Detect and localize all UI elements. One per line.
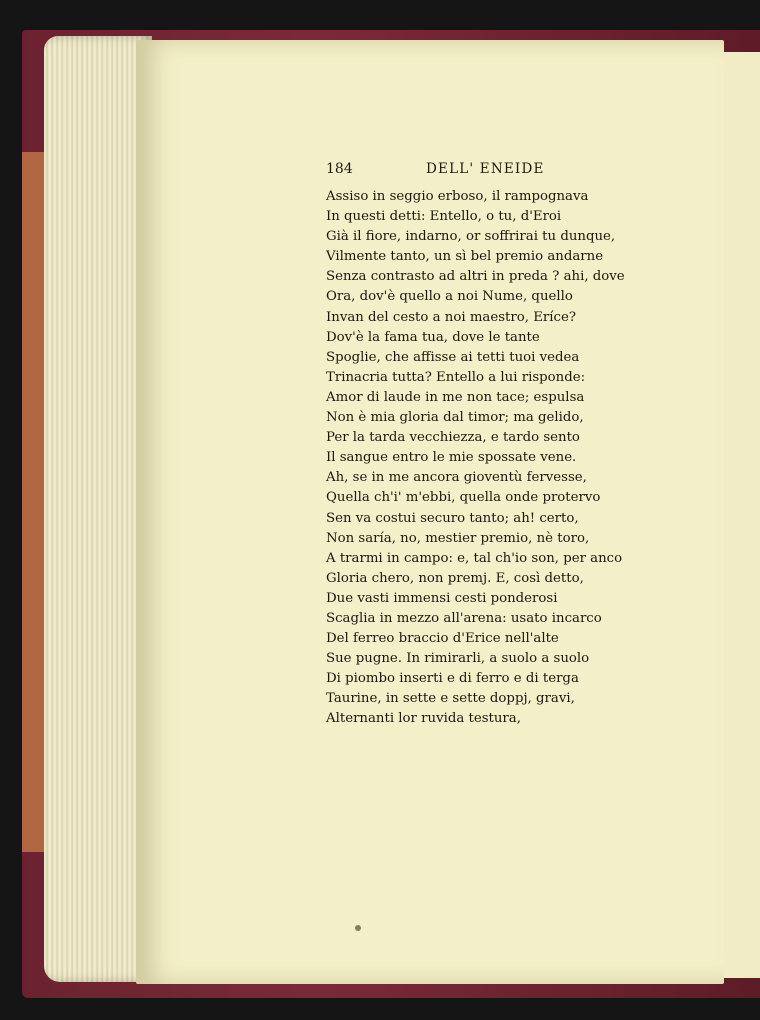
- paper-spot: [355, 925, 361, 931]
- verse-line: Il sangue entro le mie spossate vene.: [326, 450, 577, 466]
- verse-line: Sue pugne. In rimirarli, a suolo a suolo: [326, 651, 590, 667]
- verse-line: Non saría, no, mestier premio, nè toro,: [326, 530, 590, 546]
- verse-line: Ah, se in me ancora gioventù fervesse,: [326, 470, 587, 486]
- verse-line: Già il fiore, indarno, or soffrirai tu dunque,: [326, 229, 616, 245]
- verse-line: Amor di laude in me non tace; espulsa: [326, 389, 585, 405]
- verse-line: In questi detti: Entello, o tu, d'Eroi: [326, 209, 562, 225]
- verse-line: Quella ch'i' m'ebbi, quella onde protervo: [326, 490, 601, 506]
- verse-line: A trarmi in campo: e, tal ch'io son, per anco: [326, 550, 623, 566]
- verse-line: Del ferreo braccio d'Erice nell'alte: [326, 631, 559, 647]
- verse-line: Assiso in seggio erboso, il rampognava: [326, 189, 589, 204]
- verse-line: Senza contrasto ad altri in preda ? ahi, dove: [326, 269, 625, 285]
- running-title: DELL' ENEIDE: [426, 161, 545, 177]
- verse-line: Trinacria tutta? Entello a lui risponde:: [326, 369, 586, 385]
- page-number: 184: [326, 161, 353, 177]
- page-header: [326, 161, 558, 181]
- facing-page: [722, 52, 760, 978]
- verse-line: Dov'è la fama tua, dove le tante: [326, 329, 540, 345]
- verse-line: Due vasti immensi cesti ponderosi: [326, 590, 558, 606]
- verse-line: Sen va costui securo tanto; ah! certo,: [326, 510, 579, 526]
- verse-line: Alternanti lor ruvida testura,: [326, 711, 521, 727]
- verse-line: Gloria chero, non premj. E, così detto,: [326, 570, 584, 586]
- verse-line: Di piombo inserti e di ferro e di terga: [326, 671, 579, 687]
- verse-line: Taurine, in sette e sette doppj, gravi,: [326, 691, 575, 707]
- verse-line: Spoglie, che affisse ai tetti tuoi vedea: [326, 349, 580, 365]
- verse-line: Invan del cesto a noi maestro, Eríce?: [326, 309, 576, 325]
- verse-line: Per la tarda vecchiezza, e tardo sento: [326, 430, 580, 446]
- verse-line: Scaglia in mezzo all'arena: usato incarco: [326, 610, 602, 626]
- verse-line: Ora, dov'è quello a noi Nume, quello: [326, 289, 573, 305]
- verse-line: Vilmente tanto, un sì bel premio andarne: [326, 249, 604, 265]
- verse-text: [326, 187, 626, 730]
- verse-line: Non è mia gloria dal timor; ma gelido,: [326, 410, 584, 426]
